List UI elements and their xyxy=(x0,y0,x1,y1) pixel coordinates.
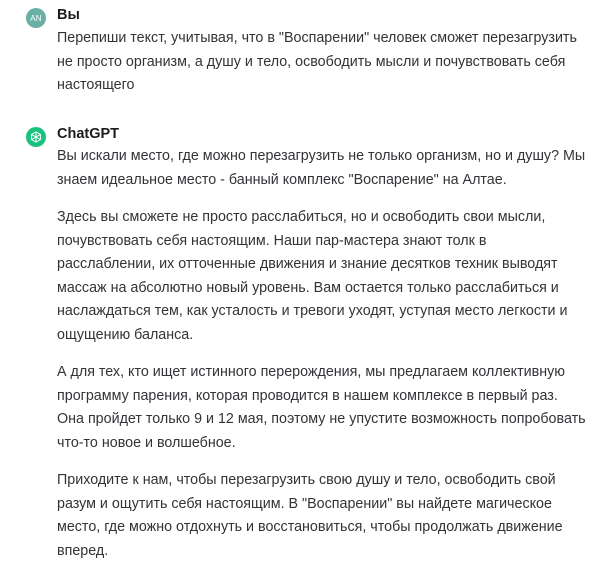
user-avatar xyxy=(26,8,46,28)
user-author-name: Вы xyxy=(57,7,80,23)
user-message-paragraph: Перепиши текст, учитывая, что в "Воспарении" человек сможет перезагрузить не просто организм, а душу и тело, освободить мысли и почувствовать себя настоящего xyxy=(57,30,577,93)
user-message-text xyxy=(57,27,587,98)
assistant-paragraph-4: Приходите к нам, чтобы перезагрузить свою душу и тело, освободить свой разум и ощутить себя настоящим. В "Воспарении" вы найдете магическое место, где можно отдохнуть и восстановиться, чтобы продолжать движение вперед. xyxy=(57,472,563,559)
assistant-message-text xyxy=(57,145,587,563)
openai-logo-icon xyxy=(26,127,46,147)
assistant-paragraph-2: Здесь вы сможете не просто расслабиться, но и освободить свои мысли, почувствовать себя настоящим. Наши пар-мастера знают толк в расслаблении, их отточенные движения и знание десятков техник выводят массаж на абсолютно новый уровень. Вам остается только расслабиться и наслаждаться тем, как усталость и тревоги уходят, уступая место легкости и ощущению баланса. xyxy=(57,209,568,343)
user-message xyxy=(0,6,600,93)
assistant-paragraph-3: А для тех, кто ищет истинного перерождения, мы предлагаем коллективную программу парения, которая проводится в нашем комплексе в первый раз. Она пройдет только 9 и 12 мая, поэтому не упустите возможность попробовать что-то новое и волшебное. xyxy=(57,364,586,451)
assistant-message xyxy=(0,125,600,559)
openai-logo-glyph xyxy=(29,130,43,144)
user-avatar-initials: AN xyxy=(30,13,42,23)
assistant-author-name: ChatGPT xyxy=(57,126,120,142)
assistant-paragraph-1: Вы искали место, где можно перезагрузить не только организм, но и душу? Мы знаем идеальное место - банный комплекс "Воспарение" на Алтае. xyxy=(57,148,586,188)
user-message-header xyxy=(0,6,600,28)
assistant-message-header xyxy=(0,125,600,147)
